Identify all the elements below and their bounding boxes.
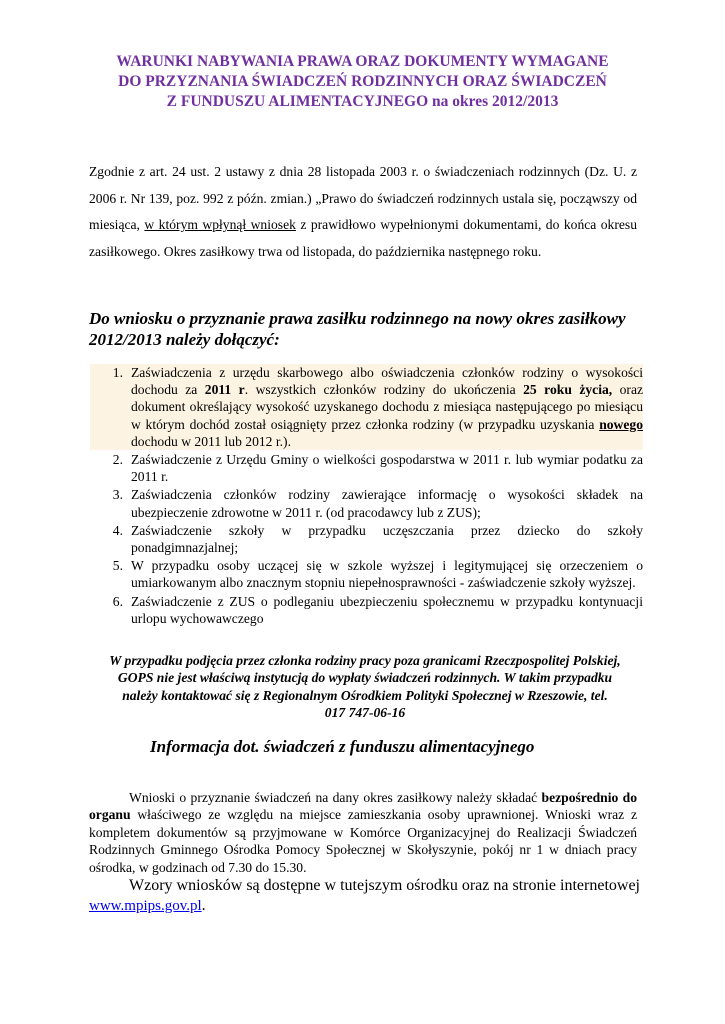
- list-item-text: Zaświadczenie z Urzędu Gminy o wielkości gospodarstwa w 2011 r. lub wymiar podatku za 2011 r.: [131, 452, 643, 485]
- list-number: 3.: [112, 487, 123, 503]
- intro-text-2: z prawidłowo wypełnionymi dokumentami, do końca okresu zasiłkowego. Okres zasiłkowy trwa od listopada, do października następnego roku.: [89, 217, 637, 259]
- intro-paragraph: [89, 159, 637, 265]
- alimony-paragraph: [89, 789, 637, 876]
- notice-phone: 017 747-06-16: [324, 705, 406, 721]
- list-number: 1.: [112, 365, 123, 380]
- list-number: 4.: [112, 522, 123, 538]
- intro-text-1: Zgodnie z art. 24 ust. 2 ustawy z dnia 28 listopada 2003 r. o świadczeniach rodzinnych (Dz. U. z 2006 r. Nr 139, poz. 992 z późn. zmian.) „Prawo do świadczeń rodzinnych ustala się, począwszy od miesiąca,: [89, 164, 637, 233]
- para2-text-c: właściwego ze względu na miejsce zamieszkania osoby uprawnionej. Wnioski wraz z kompletem dokumentów są przyjmowane w Komórce Organizacyjnej do Realizacji Świadczeń Rodzinnych Gminnego Ośrodka Pomocy Społecznej w Skołyszynie, pokój nr 1 w dniach pracy ośrodka, w godzinach od 7.30 do 15.30.: [89, 807, 637, 875]
- list-number: 5.: [112, 558, 123, 574]
- foreign-work-notice: [80, 652, 650, 722]
- list-item: [90, 364, 643, 450]
- para3-period: .: [201, 897, 206, 914]
- item1-bold-age: 25 roku życia,: [523, 382, 613, 398]
- list-item: [95, 486, 643, 520]
- item1-bold-new: nowego: [599, 416, 643, 432]
- list-number: 2.: [112, 452, 123, 468]
- intro-underlined: w którym wpłynął wniosek: [144, 217, 296, 233]
- para2-text-a: Wnioski o przyznanie świadczeń na dany okres zasiłkowy należy składać: [129, 790, 542, 805]
- document-title: [60, 52, 665, 112]
- item1-bold-year: 2011 r: [204, 382, 245, 398]
- list-item-text: Zaświadczenie z ZUS o podleganiu ubezpieczeniu społecznemu w przypadku kontynuacji urlopu wychowawczego: [131, 593, 643, 626]
- list-item: [95, 522, 643, 556]
- para3-text: Wzory wniosków są dostępne w tutejszym ośrodku oraz na stronie internetowej: [129, 877, 640, 894]
- forms-paragraph: [89, 876, 649, 916]
- list-item: [95, 557, 643, 591]
- list-item-text: Zaświadczenie szkoły w przypadku uczęszczania przez dziecko do szkoły ponadgimnazjalnej;: [131, 522, 643, 556]
- section-heading-family-allowance: Do wniosku o przyznanie prawa zasiłku rodzinnego na nowy okres zasiłkowy 2012/2013 należy dołączyć:: [89, 309, 626, 349]
- item1-text-c: . wszystkich członków rodziny do ukończenia: [244, 382, 524, 398]
- title-line-2: DO PRZYZNANIA ŚWIADCZEŃ RODZINNYCH ORAZ ŚWIADCZEŃ: [118, 73, 607, 90]
- list-item: [95, 451, 643, 485]
- notice-line-1: W przypadku podjęcia przez członka rodziny pracy poza granicami Rzeczpospolitej Polskiej,: [109, 653, 621, 668]
- para2-bold: bezpośrednio do organu: [89, 790, 637, 823]
- item1-text-e: oraz dokument określający wysokość uzyskanego dochodu z miesiąca następującego po miesiącu w którym dochód został osiągnięty przez członka rodziny (w przypadku uzyskania: [131, 382, 644, 432]
- item1-text-g: dochodu w 2011 lub 2012 r.).: [131, 433, 291, 449]
- list-item: [95, 593, 643, 627]
- title-line-1: WARUNKI NABYWANIA PRAWA ORAZ DOKUMENTY WYMAGANE: [116, 53, 609, 70]
- section-heading-alimony-fund: Informacja dot. świadczeń z funduszu alimentacyjnego: [150, 737, 535, 756]
- list-item-text: W przypadku osoby uczącej się w szkole wyższej i legitymującej się orzeczeniem o umiarkowanym albo znacznym stopniu niepełnosprawności - zaświadczenie szkoły wyższej.: [131, 558, 643, 591]
- required-documents-list: [95, 364, 643, 628]
- notice-line-3: należy kontaktować się z Regionalnym Ośrodkiem Polityki Społecznej w Rzeszowie, tel.: [122, 687, 608, 703]
- list-number: 6.: [112, 593, 123, 609]
- title-line-3: Z FUNDUSZU ALIMENTACYJNEGO na okres 2012/2013: [166, 93, 559, 110]
- notice-line-2: GOPS nie jest właściwą instytucją do wypłaty świadczeń rodzinnych. W takim przypadku: [117, 670, 613, 686]
- mpips-website-link[interactable]: www.mpips.gov.pl: [89, 898, 202, 914]
- item1-text-a: Zaświadczenia z urzędu skarbowego albo oświadczenia członków rodziny o wysokości dochodu za: [131, 365, 643, 398]
- list-item-text: Zaświadczenia członków rodziny zawierające informację o wysokości składek na ubezpieczenie zdrowotne w 2011 r. (od pracodawcy lub z ZUS);: [131, 487, 643, 520]
